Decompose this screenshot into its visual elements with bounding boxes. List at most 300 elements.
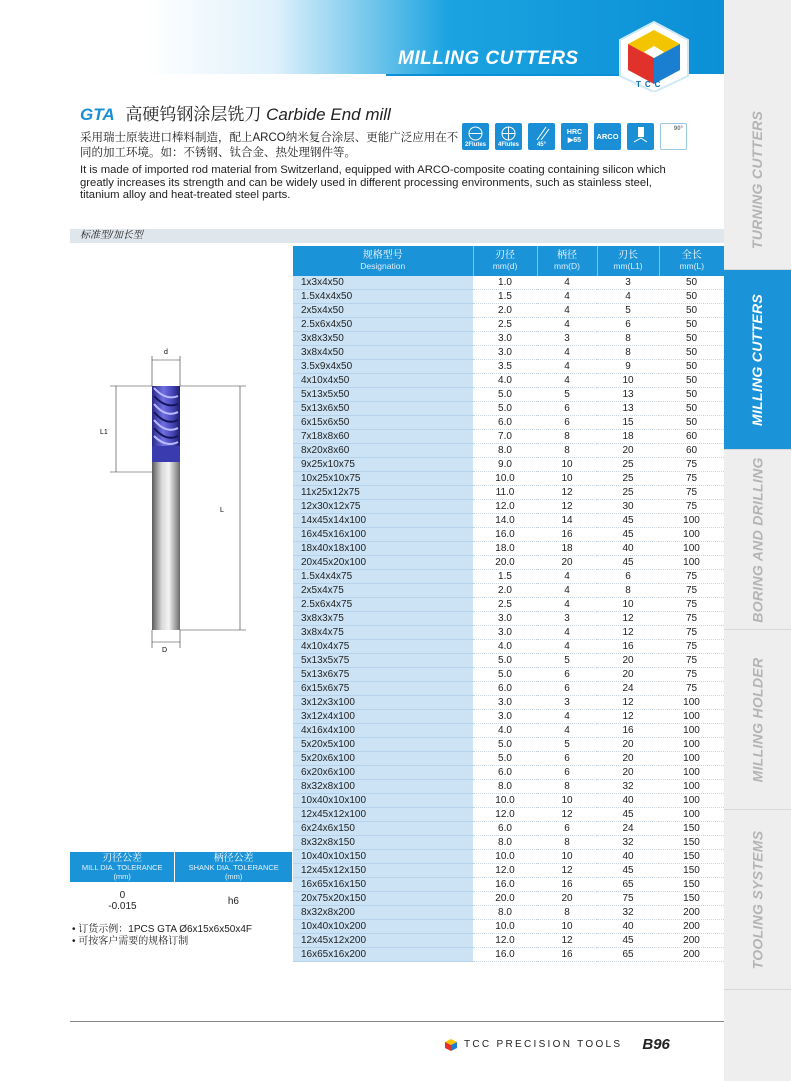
cell-shank-dia: 4 [537,724,597,738]
cell-shank-dia: 12 [537,864,597,878]
cell-mill-dia: 5.0 [473,388,537,402]
page-number: B96 [642,1036,670,1053]
table-row [293,514,724,528]
cell-mill-dia: 2.5 [473,318,537,332]
table-row [293,276,724,290]
col-flute-length: 刃长 mm(L1) [597,246,659,276]
cell-shank-dia: 6 [537,822,597,836]
cell-overall-length: 75 [659,486,724,500]
cell-shank-dia: 20 [537,892,597,906]
cell-mill-dia: 2.0 [473,584,537,598]
cell-mill-dia: 3.5 [473,360,537,374]
side-tab-label: BORING AND DRILLING [749,456,766,623]
cell-designation: 3x8x4x75 [293,626,473,640]
cell-mill-dia: 10.0 [473,472,537,486]
cell-flute-length: 13 [597,402,659,416]
side-tab-milling-cutters[interactable] [724,270,791,450]
table-row [293,668,724,682]
cell-overall-length: 75 [659,654,724,668]
feature-icons [462,123,687,150]
cell-shank-dia: 10 [537,472,597,486]
cell-mill-dia: 5.0 [473,668,537,682]
cell-mill-dia: 8.0 [473,444,537,458]
cell-shank-dia: 8 [537,780,597,794]
hrc-icon: HRC ▶65 [561,123,588,150]
cell-overall-length: 50 [659,374,724,388]
table-header-row [293,246,724,276]
table-row [293,430,724,444]
cell-designation: 12x45x12x100 [293,808,473,822]
cell-overall-length: 100 [659,780,724,794]
mill-tolerance-header: 刃径公差 MILL DIA. TOLERANCE (mm) [70,852,175,882]
table-row [293,612,724,626]
table-row [293,388,724,402]
cell-designation: 8x20x8x60 [293,444,473,458]
table-row [293,864,724,878]
table-row [293,584,724,598]
footer [444,1036,670,1053]
cell-flute-length: 32 [597,836,659,850]
cell-mill-dia: 3.0 [473,696,537,710]
table-row [293,682,724,696]
cell-mill-dia: 2.5 [473,598,537,612]
cell-mill-dia: 2.0 [473,304,537,318]
4flutes-icon: 4Flutes [495,123,522,150]
side-tab-tooling-systems[interactable] [724,810,791,990]
cell-shank-dia: 10 [537,794,597,808]
cell-flute-length: 40 [597,542,659,556]
cell-mill-dia: 6.0 [473,766,537,780]
cell-shank-dia: 5 [537,388,597,402]
cell-mill-dia: 9.0 [473,458,537,472]
table-row [293,528,724,542]
cell-overall-length: 50 [659,276,724,290]
cell-flute-length: 16 [597,640,659,654]
cell-designation: 12x45x12x150 [293,864,473,878]
cell-shank-dia: 6 [537,668,597,682]
cell-overall-length: 200 [659,934,724,948]
cell-shank-dia: 12 [537,500,597,514]
cell-flute-length: 40 [597,920,659,934]
cell-mill-dia: 20.0 [473,556,537,570]
cell-mill-dia: 3.0 [473,332,537,346]
cell-shank-dia: 4 [537,710,597,724]
cell-shank-dia: 4 [537,584,597,598]
table-row [293,640,724,654]
table-row [293,500,724,514]
cell-shank-dia: 4 [537,360,597,374]
side-tab-boring-drilling[interactable] [724,450,791,630]
col-shank-dia: 柄径 mm(D) [537,246,597,276]
table-row [293,374,724,388]
cell-designation: 7x18x8x60 [293,430,473,444]
cell-shank-dia: 6 [537,402,597,416]
cell-flute-length: 65 [597,878,659,892]
cell-flute-length: 45 [597,808,659,822]
side-tab-turning-cutters[interactable] [724,90,791,270]
table-row [293,626,724,640]
cell-flute-length: 24 [597,682,659,696]
cell-shank-dia: 16 [537,528,597,542]
cell-mill-dia: 20.0 [473,892,537,906]
cell-mill-dia: 8.0 [473,780,537,794]
cell-designation: 2x5x4x75 [293,584,473,598]
cell-overall-length: 50 [659,332,724,346]
helix-45-icon: 45° [528,123,555,150]
cell-flute-length: 6 [597,318,659,332]
cell-mill-dia: 3.0 [473,710,537,724]
cell-shank-dia: 4 [537,626,597,640]
table-row [293,920,724,934]
table-row [293,948,724,962]
cell-flute-length: 8 [597,346,659,360]
table-row [293,416,724,430]
cell-flute-length: 10 [597,374,659,388]
cell-flute-length: 15 [597,416,659,430]
cell-overall-length: 100 [659,808,724,822]
cell-mill-dia: 12.0 [473,808,537,822]
side-tab-label: MILLING HOLDER [749,657,766,782]
header-underline [386,74,620,76]
cell-overall-length: 50 [659,360,724,374]
cell-overall-length: 60 [659,430,724,444]
cell-designation: 6x15x6x75 [293,682,473,696]
cell-flute-length: 4 [597,290,659,304]
cell-shank-dia: 3 [537,696,597,710]
cell-designation: 8x32x8x150 [293,836,473,850]
cell-overall-length: 200 [659,920,724,934]
cell-overall-length: 75 [659,598,724,612]
cell-shank-dia: 16 [537,878,597,892]
cell-flute-length: 32 [597,780,659,794]
cell-shank-dia: 3 [537,612,597,626]
cell-overall-length: 100 [659,542,724,556]
cell-designation: 6x20x6x100 [293,766,473,780]
cell-overall-length: 75 [659,458,724,472]
cell-designation: 10x40x10x150 [293,850,473,864]
cell-designation: 16x45x16x100 [293,528,473,542]
cell-shank-dia: 6 [537,766,597,780]
section-label: 标准型/加长型 [70,229,724,243]
cell-designation: 3x12x3x100 [293,696,473,710]
cell-overall-length: 100 [659,528,724,542]
shank-tolerance-header: 柄径公差 SHANK DIA. TOLERANCE (mm) [175,852,292,882]
cell-shank-dia: 12 [537,808,597,822]
cell-mill-dia: 7.0 [473,430,537,444]
cell-flute-length: 8 [597,584,659,598]
cell-shank-dia: 6 [537,752,597,766]
cell-designation: 20x45x20x100 [293,556,473,570]
cell-shank-dia: 8 [537,836,597,850]
cell-mill-dia: 8.0 [473,836,537,850]
cell-shank-dia: 8 [537,906,597,920]
table-row [293,444,724,458]
cell-overall-length: 100 [659,724,724,738]
cell-shank-dia: 4 [537,598,597,612]
cell-flute-length: 24 [597,822,659,836]
cell-designation: 4x10x4x75 [293,640,473,654]
angle-90-icon: 90° [660,123,687,150]
cell-flute-length: 40 [597,850,659,864]
table-row [293,598,724,612]
cell-flute-length: 32 [597,906,659,920]
table-row [293,836,724,850]
cell-flute-length: 8 [597,332,659,346]
cell-overall-length: 150 [659,892,724,906]
table-row [293,472,724,486]
table-row [293,458,724,472]
dim-l1-label: L1 [100,429,108,436]
cell-overall-length: 50 [659,402,724,416]
cell-shank-dia: 4 [537,304,597,318]
cell-overall-length: 100 [659,766,724,780]
cell-shank-dia: 12 [537,486,597,500]
cell-flute-length: 20 [597,738,659,752]
cell-overall-length: 75 [659,472,724,486]
cell-designation: 5x20x5x100 [293,738,473,752]
cell-shank-dia: 8 [537,444,597,458]
cell-designation: 18x40x18x100 [293,542,473,556]
cell-designation: 2.5x6x4x50 [293,318,473,332]
cell-overall-length: 150 [659,878,724,892]
cell-flute-length: 45 [597,514,659,528]
cell-flute-length: 20 [597,668,659,682]
product-code: GTA [80,105,115,124]
cell-flute-length: 75 [597,892,659,906]
cell-overall-length: 200 [659,906,724,920]
cell-flute-length: 6 [597,570,659,584]
cell-overall-length: 75 [659,626,724,640]
cell-shank-dia: 12 [537,934,597,948]
cell-designation: 3x8x4x50 [293,346,473,360]
cell-mill-dia: 4.0 [473,724,537,738]
cell-designation: 16x65x16x200 [293,948,473,962]
cell-overall-length: 150 [659,836,724,850]
table-row [293,304,724,318]
cell-designation: 5x20x6x100 [293,752,473,766]
side-tab-label: MILLING CUTTERS [749,293,766,426]
cell-overall-length: 200 [659,948,724,962]
cell-shank-dia: 5 [537,654,597,668]
table-row [293,878,724,892]
table-row [293,780,724,794]
table-row [293,402,724,416]
cell-designation: 1x3x4x50 [293,276,473,290]
cell-flute-length: 5 [597,304,659,318]
cell-shank-dia: 10 [537,458,597,472]
cell-mill-dia: 5.0 [473,738,537,752]
tcc-small-logo-icon [444,1038,458,1052]
cell-mill-dia: 10.0 [473,794,537,808]
cell-flute-length: 20 [597,766,659,780]
cell-overall-length: 100 [659,514,724,528]
table-row [293,332,724,346]
note-custom: • 可按客户需要的规格订制 [72,936,189,947]
description-cn: 采用瑞士原装进口棒料制造，配上ARCO纳米复合涂层、更能广泛应用在不同的加工环境。如：不锈钢、钛合金、热处理钢件等。 [80,132,459,159]
cell-overall-length: 60 [659,444,724,458]
cell-designation: 10x25x10x75 [293,472,473,486]
cell-shank-dia: 16 [537,948,597,962]
cell-mill-dia: 5.0 [473,402,537,416]
cell-mill-dia: 10.0 [473,850,537,864]
cell-flute-length: 10 [597,598,659,612]
cell-mill-dia: 3.0 [473,612,537,626]
cell-designation: 16x65x16x150 [293,878,473,892]
cell-designation: 3x12x4x100 [293,710,473,724]
cell-flute-length: 9 [597,360,659,374]
cell-shank-dia: 4 [537,570,597,584]
cell-shank-dia: 4 [537,276,597,290]
cell-designation: 6x24x6x150 [293,822,473,836]
cell-flute-length: 12 [597,612,659,626]
cell-designation: 4x16x4x100 [293,724,473,738]
cell-shank-dia: 10 [537,920,597,934]
cell-flute-length: 40 [597,794,659,808]
cell-designation: 1.5x4x4x75 [293,570,473,584]
cell-flute-length: 25 [597,472,659,486]
cell-shank-dia: 4 [537,640,597,654]
col-overall-length: 全长 mm(L) [659,246,724,276]
table-row [293,892,724,906]
cell-overall-length: 100 [659,710,724,724]
cell-mill-dia: 12.0 [473,500,537,514]
cell-shank-dia: 6 [537,416,597,430]
cell-flute-length: 20 [597,752,659,766]
cell-overall-length: 50 [659,346,724,360]
cell-designation: 2x5x4x50 [293,304,473,318]
cell-flute-length: 3 [597,276,659,290]
cell-flute-length: 20 [597,444,659,458]
cell-designation: 3x8x3x50 [293,332,473,346]
cell-mill-dia: 1.5 [473,570,537,584]
table-row [293,794,724,808]
cell-mill-dia: 5.0 [473,752,537,766]
table-row [293,934,724,948]
footer-brand: TCC PRECISION TOOLS [464,1039,623,1050]
cell-flute-length: 25 [597,458,659,472]
spec-table [293,246,724,962]
table-row [293,542,724,556]
table-row [293,724,724,738]
col-designation: 规格型号 Designation [293,246,473,276]
cell-overall-length: 75 [659,500,724,514]
order-notes [72,924,252,948]
cell-mill-dia: 16.0 [473,878,537,892]
cell-overall-length: 75 [659,640,724,654]
cell-shank-dia: 8 [537,430,597,444]
cell-mill-dia: 11.0 [473,486,537,500]
table-row [293,654,724,668]
table-row [293,822,724,836]
cell-shank-dia: 10 [537,850,597,864]
footer-divider [70,1021,724,1022]
cell-shank-dia: 14 [537,514,597,528]
cell-overall-length: 50 [659,304,724,318]
cell-overall-length: 50 [659,318,724,332]
product-title [80,100,391,125]
cell-overall-length: 150 [659,850,724,864]
cell-overall-length: 75 [659,570,724,584]
cell-mill-dia: 4.0 [473,640,537,654]
side-tab-label: TURNING CUTTERS [749,110,766,249]
cell-mill-dia: 6.0 [473,822,537,836]
cell-designation: 5x13x6x50 [293,402,473,416]
cell-mill-dia: 5.0 [473,654,537,668]
shank-tolerance-value: h6 [227,895,239,907]
cell-overall-length: 100 [659,794,724,808]
cell-designation: 8x32x8x100 [293,780,473,794]
cell-mill-dia: 3.0 [473,626,537,640]
cell-shank-dia: 4 [537,374,597,388]
description-en: It is made of imported rod material from Switzerland, equipped with ARCO-composite coating containing silicon which greatly increases its strength and can be widely used in different processing environments, such as stainless steel, titanium alloy and heat-treated steel parts. [80,164,666,201]
cell-shank-dia: 20 [537,556,597,570]
end-mill-drawing [70,246,292,846]
cell-mill-dia: 16.0 [473,528,537,542]
table-row [293,752,724,766]
table-row [293,906,724,920]
cell-flute-length: 18 [597,430,659,444]
cell-flute-length: 25 [597,486,659,500]
cell-mill-dia: 18.0 [473,542,537,556]
tolerance-table [70,852,292,920]
cell-mill-dia: 1.5 [473,290,537,304]
cell-mill-dia: 10.0 [473,920,537,934]
page-title: MILLING CUTTERS [398,48,579,69]
cell-designation: 2.5x6x4x75 [293,598,473,612]
dim-l-label: L [220,507,224,514]
cell-designation: 5x13x5x50 [293,388,473,402]
cell-overall-length: 50 [659,416,724,430]
cell-designation: 5x13x5x75 [293,654,473,668]
cell-mill-dia: 12.0 [473,934,537,948]
cell-flute-length: 45 [597,556,659,570]
2flutes-icon: 2Flutes [462,123,489,150]
dim-D-label: D [162,647,168,654]
cell-overall-length: 75 [659,668,724,682]
col-mill-dia: 刃径 mm(d) [473,246,537,276]
cell-overall-length: 150 [659,822,724,836]
cell-shank-dia: 4 [537,290,597,304]
cell-mill-dia: 3.0 [473,346,537,360]
cell-designation: 9x25x10x75 [293,458,473,472]
cell-shank-dia: 3 [537,332,597,346]
cell-mill-dia: 16.0 [473,948,537,962]
dim-d-label: d [164,349,168,356]
cell-shank-dia: 18 [537,542,597,556]
side-nav [724,0,791,1081]
cell-overall-length: 100 [659,752,724,766]
arco-icon: ARCO [594,123,621,150]
cell-mill-dia: 14.0 [473,514,537,528]
side-tab-label: TOOLING SYSTEMS [749,830,766,969]
cell-designation: 11x25x12x75 [293,486,473,500]
table-row [293,486,724,500]
cell-designation: 5x13x6x75 [293,668,473,682]
table-row [293,346,724,360]
center-cut-icon [627,123,654,150]
product-name-en: Carbide End mill [266,105,391,124]
cell-designation: 10x40x10x100 [293,794,473,808]
cell-flute-length: 13 [597,388,659,402]
cell-designation: 12x30x12x75 [293,500,473,514]
side-tab-milling-holder[interactable] [724,630,791,810]
cell-mill-dia: 8.0 [473,906,537,920]
table-row [293,556,724,570]
table-row [293,808,724,822]
cell-overall-length: 150 [659,864,724,878]
cell-flute-length: 45 [597,864,659,878]
cell-overall-length: 50 [659,290,724,304]
